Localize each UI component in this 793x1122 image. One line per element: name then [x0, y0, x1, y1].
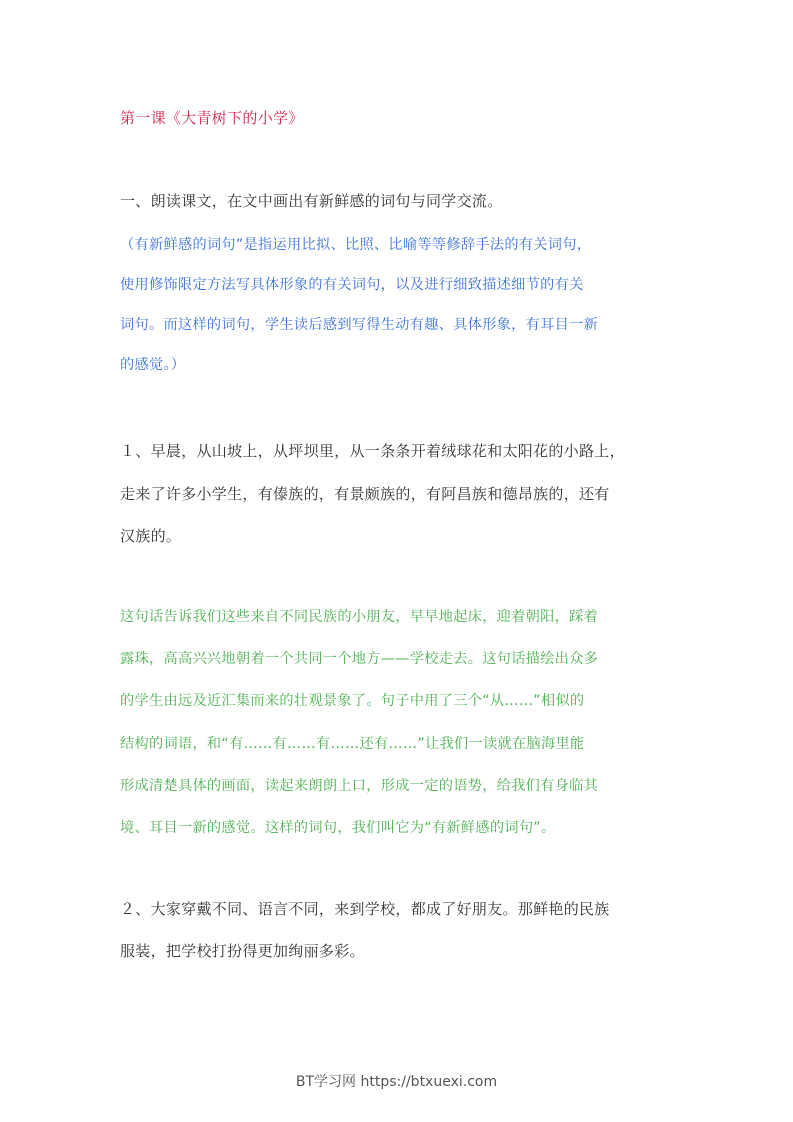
analysis-line: 这句话告诉我们这些来自不同民族的小朋友，早早地起床，迎着朝阳，踩着 [120, 609, 599, 625]
analysis-line: 的学生由远及近汇集而来的壮观景象了。句子中用了三个“从……”相似的 [120, 693, 585, 709]
analysis-line: 形成清楚具体的画面，读起来朗朗上口，形成一定的语势，给我们有身临其 [120, 778, 599, 794]
item-1-line: 走来了许多小学生，有傣族的，有景颇族的，有阿昌族和德昂族的，还有 [120, 485, 610, 503]
explanation-line: （有新鲜感的词句”是指运用比拟、比照、比喻等等修辞手法的有关词句， [120, 237, 592, 253]
item-2-line: 服装，把学校打扮得更加绚丽多彩。 [120, 942, 365, 960]
section-heading: 一、朗读课文，在文中画出有新鲜感的词句与同学交流。 [120, 192, 503, 210]
item-1-line: １、早晨，从山坡上，从坪坝里，从一条条开着绒球花和太阳花的小路上， [120, 442, 625, 460]
analysis-line: 境、耳目一新的感觉。这样的词句，我们叫它为“有新鲜感的词句”。 [120, 820, 556, 836]
lesson-title: 第一课《大青树下的小学》 [120, 109, 304, 127]
item-2-line: ２、大家穿戴不同、语言不同，来到学校，都成了好朋友。那鲜艳的民族 [120, 900, 610, 918]
analysis-line: 结构的词语，和“有……有……有……还有……”让我们一读就在脑海里能 [120, 736, 585, 752]
explanation-line: 使用修饰限定方法写具体形象的有关词句，以及进行细致描述细节的有关 [120, 277, 584, 293]
item-1-line: 汉族的。 [120, 527, 182, 545]
analysis-line: 露珠，高高兴兴地朝着一个共同一个地方——学校走去。这句话描绘出众多 [120, 651, 599, 667]
explanation-line: 词句。而这样的词句，学生读后感到写得生动有趣、具体形象，有耳目一新 [120, 317, 599, 333]
footer-watermark: BT学习网 https://btxuexi.com [295, 1074, 498, 1090]
explanation-line: 的感觉。） [120, 357, 186, 373]
